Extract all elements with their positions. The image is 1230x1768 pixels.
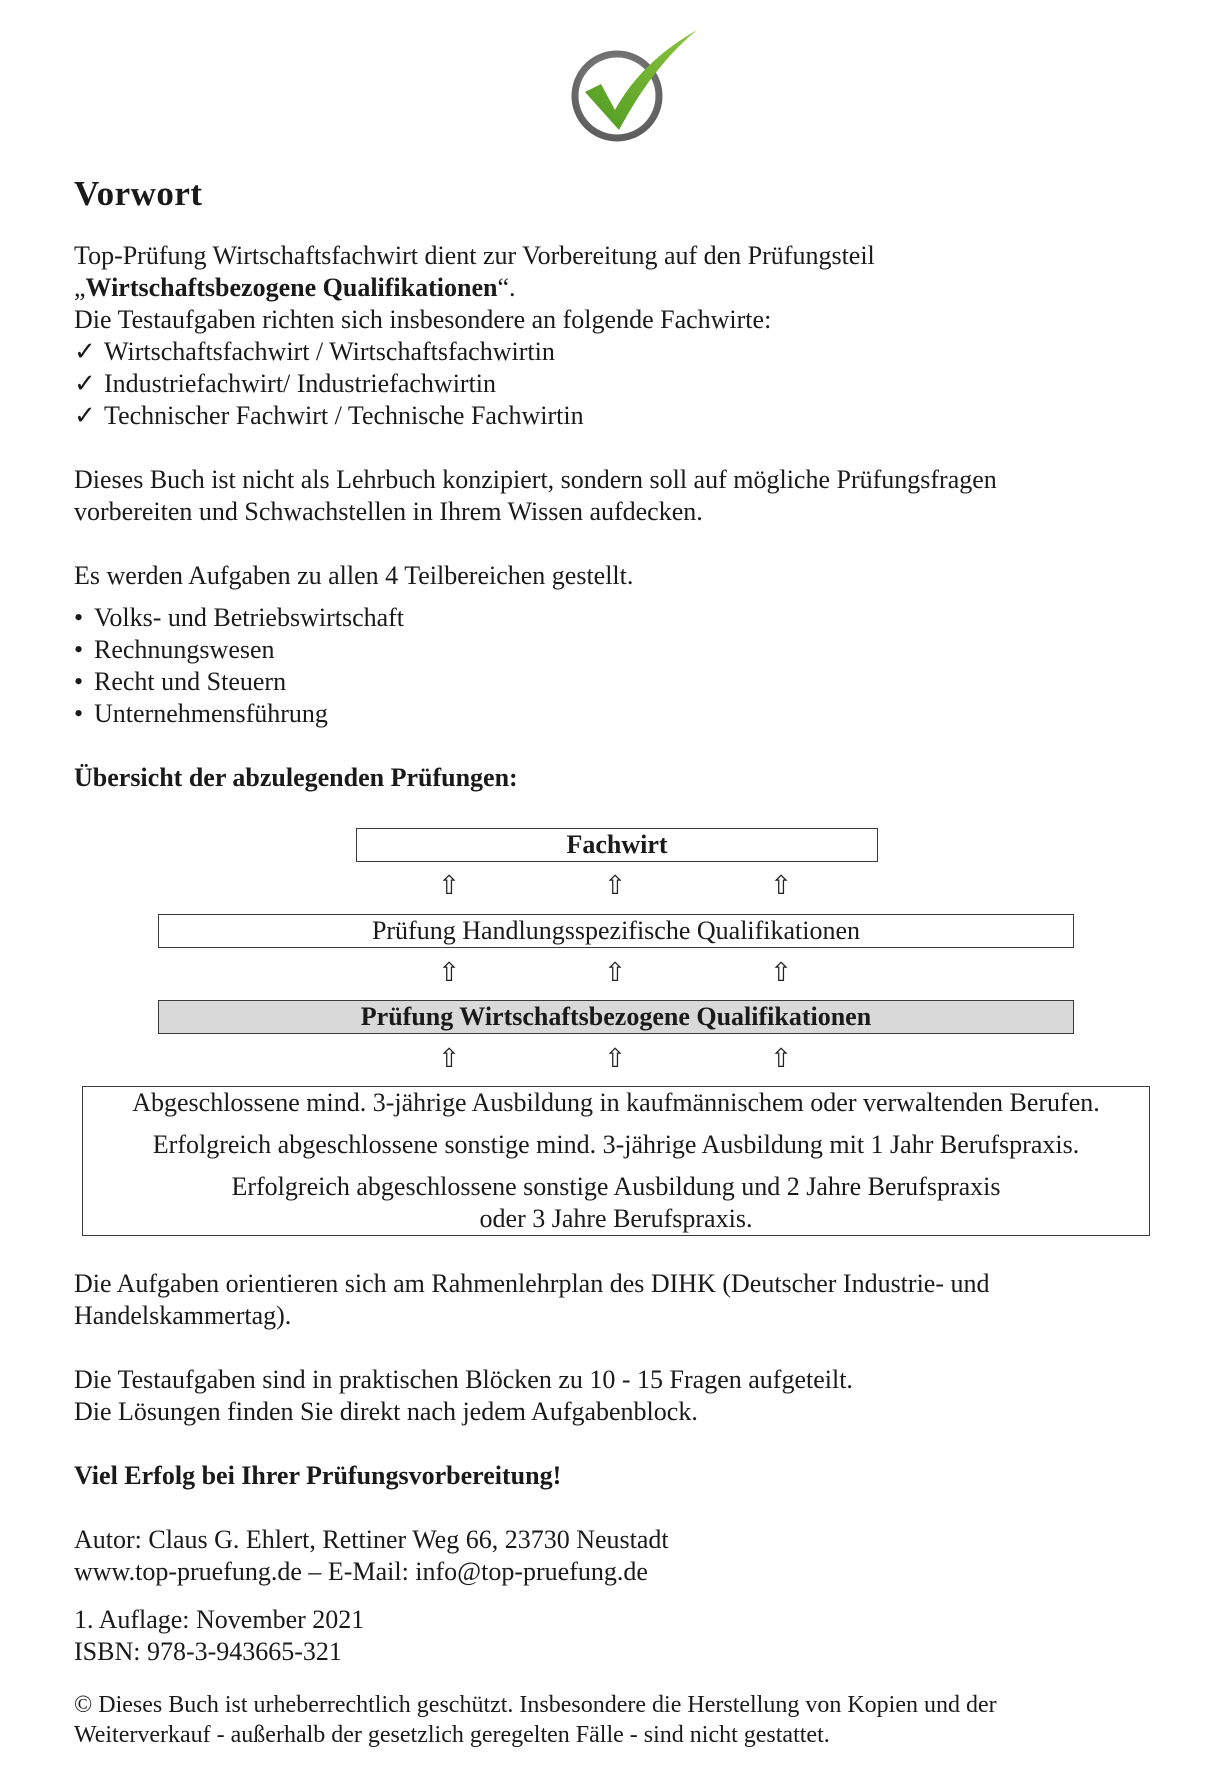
- list-item: ✓ Technischer Fachwirt / Technische Fachwirtin: [74, 401, 584, 430]
- quote-close: “.: [497, 273, 516, 302]
- check-icon: ✓: [74, 337, 96, 366]
- diagram-box-fachwirt: Fachwirt: [356, 828, 878, 862]
- requirement-line: Abgeschlossene mind. 3-jährige Ausbildung in kaufmännischem oder verwaltenden Berufen.: [132, 1088, 1100, 1117]
- good-luck-heading: Viel Erfolg bei Ihrer Prüfungsvorbereitung!: [74, 1461, 562, 1490]
- intro-line-1: Top-Prüfung Wirtschaftsfachwirt dient zur Vorbereitung auf den Prüfungsteil: [74, 241, 875, 270]
- up-arrow-icon: ⇧: [438, 871, 460, 901]
- overview-heading: Übersicht der abzulegenden Prüfungen:: [74, 763, 518, 792]
- up-arrow-icon: ⇧: [770, 1044, 792, 1074]
- intro-line-3: Die Testaufgaben richten sich insbesondere an folgende Fachwirte:: [74, 305, 772, 334]
- list-item: • Volks- und Betriebswirtschaft: [74, 603, 405, 632]
- up-arrow-icon: ⇧: [770, 958, 792, 988]
- up-arrow-icon: ⇧: [770, 871, 792, 901]
- quote-open: „: [74, 273, 86, 302]
- fachwirte-list: [74, 336, 875, 432]
- book-paragraph: Dieses Buch ist nicht als Lehrbuch konzipiert, sondern soll auf mögliche Prüfungsfragen vorbereiten und Schwachstellen in Ihrem Wissen aufdecken.: [74, 465, 997, 526]
- author-info: Autor: Claus G. Ehlert, Rettiner Weg 66, 23730 Neustadt www.top-pruefung.de – E-Mail: info@top-pruefung.de: [74, 1525, 669, 1586]
- requirement-line: Erfolgreich abgeschlossene sonstige Ausbildung und 2 Jahre Berufspraxis: [231, 1172, 1001, 1201]
- list-item: • Rechnungswesen: [74, 635, 275, 664]
- checkmark-circle-icon: [555, 22, 705, 144]
- check-icon: ✓: [74, 401, 96, 430]
- bullet-icon: •: [74, 635, 84, 664]
- up-arrow-icon: ⇧: [604, 871, 626, 901]
- up-arrow-icon: ⇧: [604, 958, 626, 988]
- requirement-line: Erfolgreich abgeschlossene sonstige mind. 3-jährige Ausbildung mit 1 Jahr Berufspraxis.: [152, 1130, 1080, 1159]
- intro-emphasis: Wirtschaftsbezogene Qualifikationen: [85, 273, 498, 302]
- logo-check: [585, 30, 697, 130]
- up-arrow-icon: ⇧: [438, 1044, 460, 1074]
- bullet-icon: •: [74, 699, 84, 728]
- blocks-paragraph: Die Testaufgaben sind in praktischen Blöcken zu 10 - 15 Fragen aufgeteilt. Die Lösungen finden Sie direkt nach jedem Aufgabenblock.: [74, 1365, 853, 1426]
- list-item: • Recht und Steuern: [74, 667, 287, 696]
- dihk-paragraph: Die Aufgaben orientieren sich am Rahmenlehrplan des DIHK (Deutscher Industrie- und Handelskammertag).: [74, 1269, 990, 1330]
- bullet-icon: •: [74, 667, 84, 696]
- page-title: Vorwort: [74, 174, 203, 213]
- diagram-box-requirements: [82, 1086, 1150, 1236]
- intro-line-2: [74, 272, 875, 304]
- list-item: ✓ Industriefachwirt/ Industriefachwirtin: [74, 369, 497, 398]
- bullet-icon: •: [74, 603, 84, 632]
- requirement-line: oder 3 Jahre Berufspraxis.: [479, 1204, 753, 1233]
- areas-list: [74, 602, 404, 730]
- diagram-box-wirtschaftsbezogen: Prüfung Wirtschaftsbezogene Qualifikationen: [158, 1000, 1074, 1034]
- copyright-notice: © Dieses Buch ist urheberrechtlich geschützt. Insbesondere die Herstellung von Kopien und der Weiterverkauf - außerhalb der gesetzlich geregelten Fälle - sind nicht gestattet.: [74, 1692, 997, 1748]
- up-arrow-icon: ⇧: [438, 958, 460, 988]
- list-item: ✓ Wirtschaftsfachwirt / Wirtschaftsfachwirtin: [74, 337, 555, 366]
- up-arrow-icon: ⇧: [604, 1044, 626, 1074]
- diagram-box-handlungsspezifisch: Prüfung Handlungsspezifische Qualifikationen: [158, 914, 1074, 948]
- check-icon: ✓: [74, 369, 96, 398]
- edition-info: 1. Auflage: November 2021 ISBN: 978-3-943665-321: [74, 1605, 365, 1666]
- intro-paragraph: [74, 240, 875, 432]
- list-item: • Unternehmensführung: [74, 699, 328, 728]
- areas-intro: Es werden Aufgaben zu allen 4 Teilbereichen gestellt.: [74, 561, 634, 590]
